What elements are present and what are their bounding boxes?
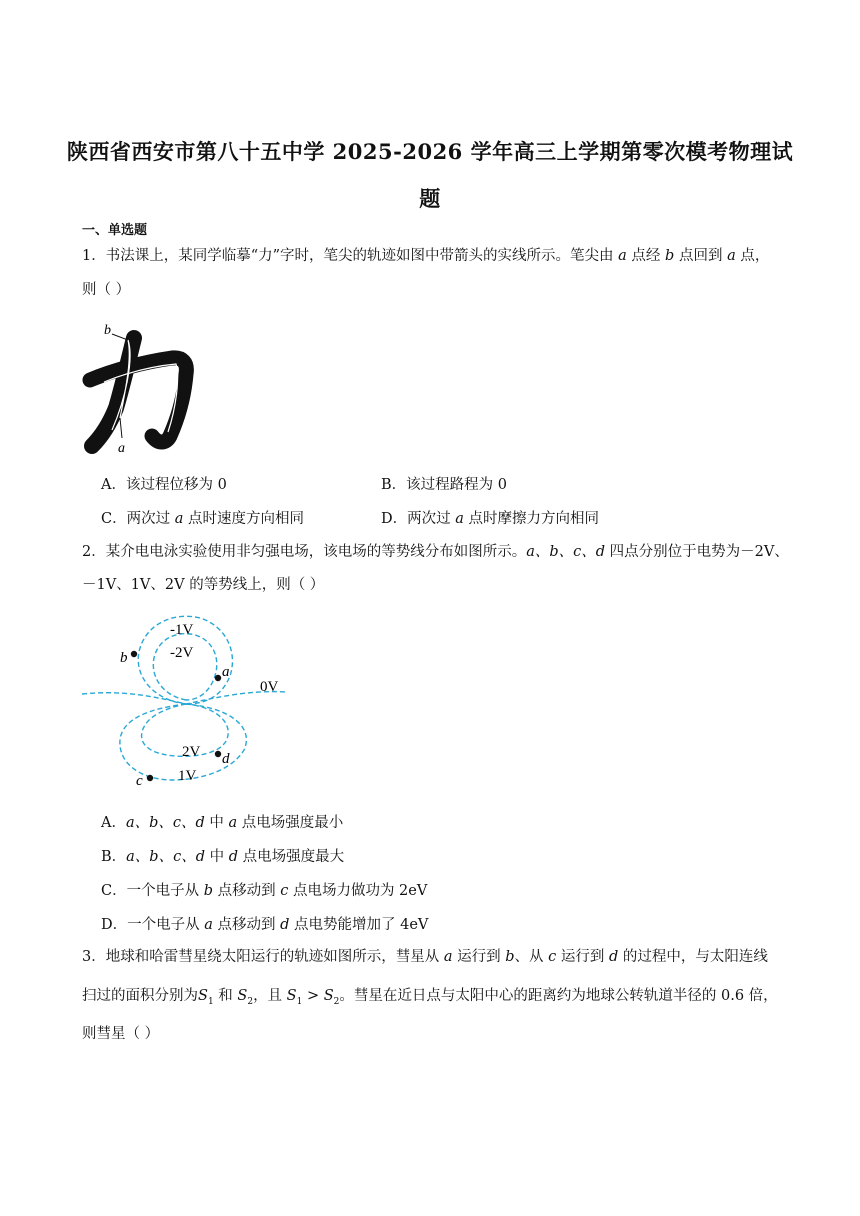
q1-option-a[interactable]: A．该过程位移为 0 <box>101 477 227 493</box>
section-heading: 一、单选题 <box>82 223 148 238</box>
q2-label-1v: 1V <box>178 768 197 784</box>
q2-point-a: a <box>222 664 230 680</box>
q2-option-c[interactable]: C．一个电子从 b 点移动到 c 点电场力做功为 2eV <box>101 883 428 899</box>
q1-option-d[interactable]: D．两次过 a 点时摩擦力方向相同 <box>381 511 599 527</box>
q2-stem-line2: －1V、1V、2V 的等势线上，则（ ） <box>82 577 325 593</box>
q2-label-0v: 0V <box>260 679 279 695</box>
q2-figure-equipotential <box>82 604 302 794</box>
q2-point-d: d <box>222 751 230 767</box>
page-title: 陕西省西安市第八十五中学 2025-2026 学年高三上学期第零次模考物理试 <box>66 139 794 164</box>
q1-stem-line2: 则（ ） <box>82 282 131 298</box>
q1-label-a: a <box>118 441 125 456</box>
q2-label-minus1v: -1V <box>170 622 194 638</box>
q2-label-minus2v: -2V <box>170 645 194 661</box>
q1-option-b[interactable]: B．该过程路程为 0 <box>381 477 507 493</box>
q3-stem-line3: 则彗星（ ） <box>82 1026 160 1042</box>
q2-point-b: b <box>120 650 128 666</box>
q2-point-c: c <box>136 773 143 789</box>
q3-stem: 3．地球和哈雷彗星绕太阳运行的轨迹如图所示，彗星从 a 运行到 b、从 c 运行到 d 的过程中，与太阳连线 <box>82 949 768 965</box>
q2-stem: 2．某介电电泳实验使用非匀强电场，该电场的等势线分布如图所示。a、b、c、d 四点分别位于电势为－2V、 <box>82 544 789 560</box>
q1-option-c[interactable]: C．两次过 a 点时速度方向相同 <box>101 511 304 527</box>
q2-option-a[interactable]: A．a、b、c、d 中 a 点电场强度最小 <box>101 815 344 831</box>
q3-stem-line2: 扫过的面积分别为$S_1$ 和 $S_2$，且 $S_1 > S_2$。彗星在近日点与太阳中心的距离约为地球公转轨道半径的 0.6 倍， <box>82 988 778 1007</box>
q1-label-b: b <box>104 323 111 338</box>
q2-option-b[interactable]: B．a、b、c、d 中 d 点电场强度最大 <box>101 849 345 865</box>
q1-stem: 1．书法课上，某同学临摹“力”字时，笔尖的轨迹如图中带箭头的实线所示。笔尖由 a 点经 b 点回到 a 点， <box>82 248 770 264</box>
q2-option-d[interactable]: D．一个电子从 a 点移动到 d 点电势能增加了 4eV <box>101 917 429 933</box>
page-title-cont: 题 <box>419 186 441 211</box>
q1-figure-li-character <box>84 318 204 458</box>
q2-label-2v: 2V <box>182 744 201 760</box>
